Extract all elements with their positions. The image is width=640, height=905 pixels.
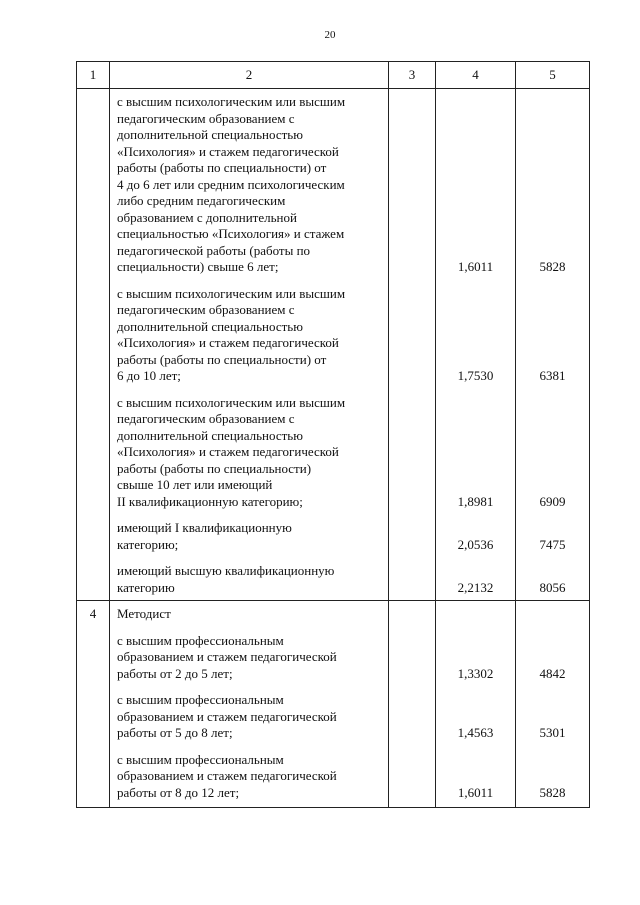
rate-description bbox=[110, 94, 388, 276]
coefficient-value: 1,3302 bbox=[457, 665, 494, 681]
salary-value: 7475 bbox=[539, 536, 566, 552]
salary-value: 5828 bbox=[539, 259, 566, 274]
rate-description bbox=[110, 395, 388, 511]
rate-description bbox=[110, 633, 388, 683]
header-col-5: 5 bbox=[516, 62, 590, 89]
coefficient-cell bbox=[436, 89, 516, 601]
salary-value: 5828 bbox=[539, 784, 566, 800]
row-number bbox=[77, 89, 110, 601]
description-line: работы (работы по специальности) от bbox=[117, 160, 327, 175]
coefficient-value: 1,7530 bbox=[457, 368, 494, 383]
description-line: дополнительной специальностью bbox=[117, 127, 303, 142]
salary-value: 6909 bbox=[539, 493, 566, 509]
empty-cell bbox=[389, 89, 436, 601]
description-cell bbox=[110, 601, 389, 808]
salary-table bbox=[76, 61, 590, 808]
description-line: работы от 5 до 8 лет; bbox=[117, 725, 233, 740]
description-line: имеющий высшую квалификационную bbox=[117, 563, 335, 578]
page-number: 20 bbox=[324, 29, 336, 41]
row-number: 4 bbox=[77, 601, 110, 808]
description-line: свыше 10 лет или имеющий bbox=[117, 477, 273, 492]
table-row bbox=[77, 89, 590, 601]
position-title: Методист bbox=[117, 606, 171, 621]
description-line: с высшим профессиональным bbox=[117, 632, 284, 648]
description-line: образованием и стажем педагогической bbox=[117, 708, 337, 724]
description-line: работы (работы по специальности) от bbox=[117, 351, 327, 367]
description-line: с высшим профессиональным bbox=[117, 692, 284, 707]
header-col-1: 1 bbox=[77, 62, 110, 89]
description-line: либо средним педагогическим bbox=[117, 193, 286, 208]
empty-cell bbox=[389, 601, 436, 808]
table-row bbox=[77, 601, 590, 808]
coefficient-value: 2,2132 bbox=[457, 579, 494, 595]
description-line: педагогическим образованием с bbox=[117, 110, 295, 126]
description-line: «Психология» и стажем педагогической bbox=[117, 444, 339, 459]
description-line: работы от 8 до 12 лет; bbox=[117, 784, 240, 800]
description-line: категорию bbox=[117, 579, 175, 595]
description-line: с высшим психологическим или высшим bbox=[117, 285, 346, 301]
description-line: педагогическим образованием с bbox=[117, 302, 295, 317]
salary-value: 8056 bbox=[539, 579, 566, 595]
salary-cell bbox=[516, 601, 590, 808]
rate-description bbox=[110, 692, 388, 742]
header-row bbox=[77, 62, 590, 89]
description-line: образованием и стажем педагогической bbox=[117, 768, 337, 783]
description-line: специальности) свыше 6 лет; bbox=[117, 259, 279, 274]
rate-description bbox=[110, 520, 388, 553]
description-line: дополнительной специальностью bbox=[117, 427, 303, 443]
description-cell bbox=[110, 89, 389, 601]
description-line: 4 до 6 лет или средним психологическим bbox=[117, 176, 345, 192]
description-line: с высшим психологическим или высшим bbox=[117, 94, 346, 109]
coefficient-value: 1,6011 bbox=[457, 259, 494, 274]
coefficient-cell bbox=[436, 601, 516, 808]
description-line: специальностью «Психология» и стажем bbox=[117, 226, 345, 241]
description-line: имеющий I квалификационную bbox=[117, 520, 292, 535]
description-line: дополнительной специальностью bbox=[117, 318, 303, 334]
salary-value: 4842 bbox=[539, 665, 566, 681]
header-col-3: 3 bbox=[389, 62, 436, 89]
description-line: «Психология» и стажем педагогической bbox=[117, 335, 339, 350]
description-line: II квалификационную категорию; bbox=[117, 493, 303, 509]
description-line: работы от 2 до 5 лет; bbox=[117, 665, 233, 681]
rate-description bbox=[110, 752, 388, 802]
description-line: с высшим профессиональным bbox=[117, 751, 284, 767]
coefficient-value: 1,8981 bbox=[457, 493, 494, 509]
header-col-2: 2 bbox=[110, 62, 389, 89]
salary-value: 6381 bbox=[539, 368, 566, 383]
rate-description bbox=[110, 563, 388, 596]
coefficient-value: 2,0536 bbox=[457, 536, 494, 552]
description-line: образованием и стажем педагогической bbox=[117, 649, 337, 664]
description-line: образованием с дополнительной bbox=[117, 209, 297, 225]
salary-value: 5301 bbox=[539, 725, 566, 740]
coefficient-value: 1,4563 bbox=[457, 725, 494, 740]
rate-description bbox=[110, 286, 388, 385]
description-line: 6 до 10 лет; bbox=[117, 368, 181, 383]
description-line: с высшим психологическим или высшим bbox=[117, 394, 346, 410]
description-line: «Психология» и стажем педагогической bbox=[117, 143, 339, 159]
coefficient-value: 1,6011 bbox=[457, 784, 494, 800]
description-line: педагогическим образованием с bbox=[117, 411, 295, 426]
salary-cell bbox=[516, 89, 590, 601]
description-line: категорию; bbox=[117, 536, 179, 552]
description-line: работы (работы по специальности) bbox=[117, 460, 312, 476]
header-col-4: 4 bbox=[436, 62, 516, 89]
description-line: педагогической работы (работы по bbox=[117, 242, 311, 258]
